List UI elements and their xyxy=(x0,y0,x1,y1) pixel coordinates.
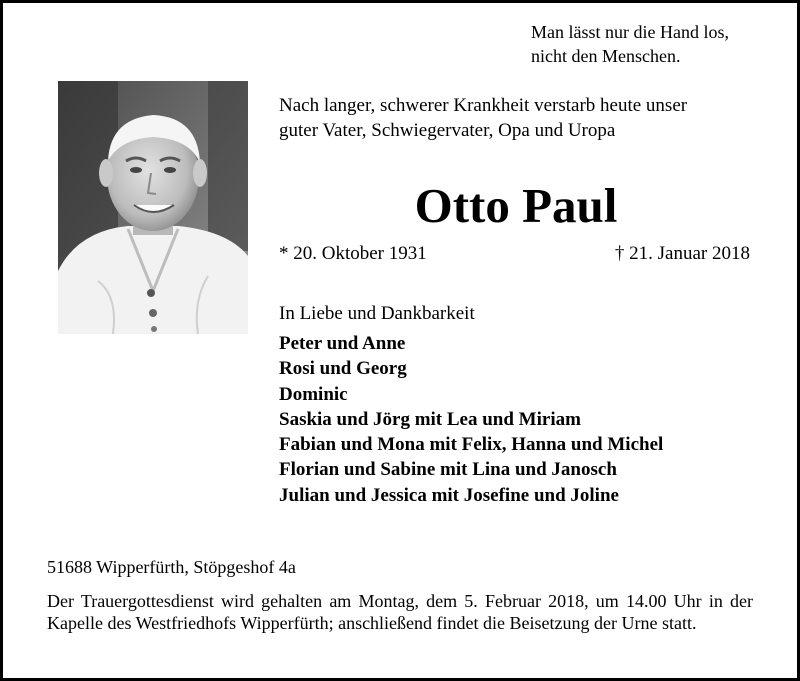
motto-line: Man lässt nur die Hand los, xyxy=(531,22,729,42)
family-address: 51688 Wipperfürth, Stöpgeshof 4a xyxy=(47,557,296,577)
announcement-line: Nach langer, schwerer Krankheit verstarb heute unser xyxy=(279,95,688,116)
mourner-entry: Peter und Anne xyxy=(279,333,406,354)
deceased-name: Otto Paul xyxy=(414,178,618,233)
announcement-line: guter Vater, Schwiegervater, Opa und Uropa xyxy=(279,120,616,141)
mourners-list xyxy=(279,331,663,508)
announcement-text xyxy=(279,93,759,143)
mourners-greeting: In Liebe und Dankbarkeit xyxy=(279,303,475,324)
mourner-entry: Dominic xyxy=(279,383,348,405)
mourner-entry: Rosi und Georg xyxy=(279,358,407,380)
motto-line: nicht den Menschen. xyxy=(531,46,681,66)
portrait-photo xyxy=(58,81,248,334)
portrait-photo-image xyxy=(58,81,248,334)
mourner-entry: Fabian und Mona mit Felix, Hanna und Michel xyxy=(279,434,664,456)
funeral-service-info: Der Trauergottesdienst wird gehalten am Montag, dem 5. Februar 2018, um 14.00 Uhr in der Kapelle des Westfriedhofs Wipperfürth; anschließend findet die Beisetzung der Urne statt. xyxy=(47,591,753,633)
mourner-entry: Florian und Sabine mit Lina und Janosch xyxy=(279,459,617,481)
mourner-entry: Julian und Jessica mit Josefine und Joline xyxy=(279,484,619,506)
motto xyxy=(531,20,771,68)
birth-date: * 20. Oktober 1931 xyxy=(279,243,427,264)
death-date: † 21. Januar 2018 xyxy=(614,243,750,264)
mourner-entry: Saskia und Jörg mit Lea und Miriam xyxy=(279,408,581,430)
